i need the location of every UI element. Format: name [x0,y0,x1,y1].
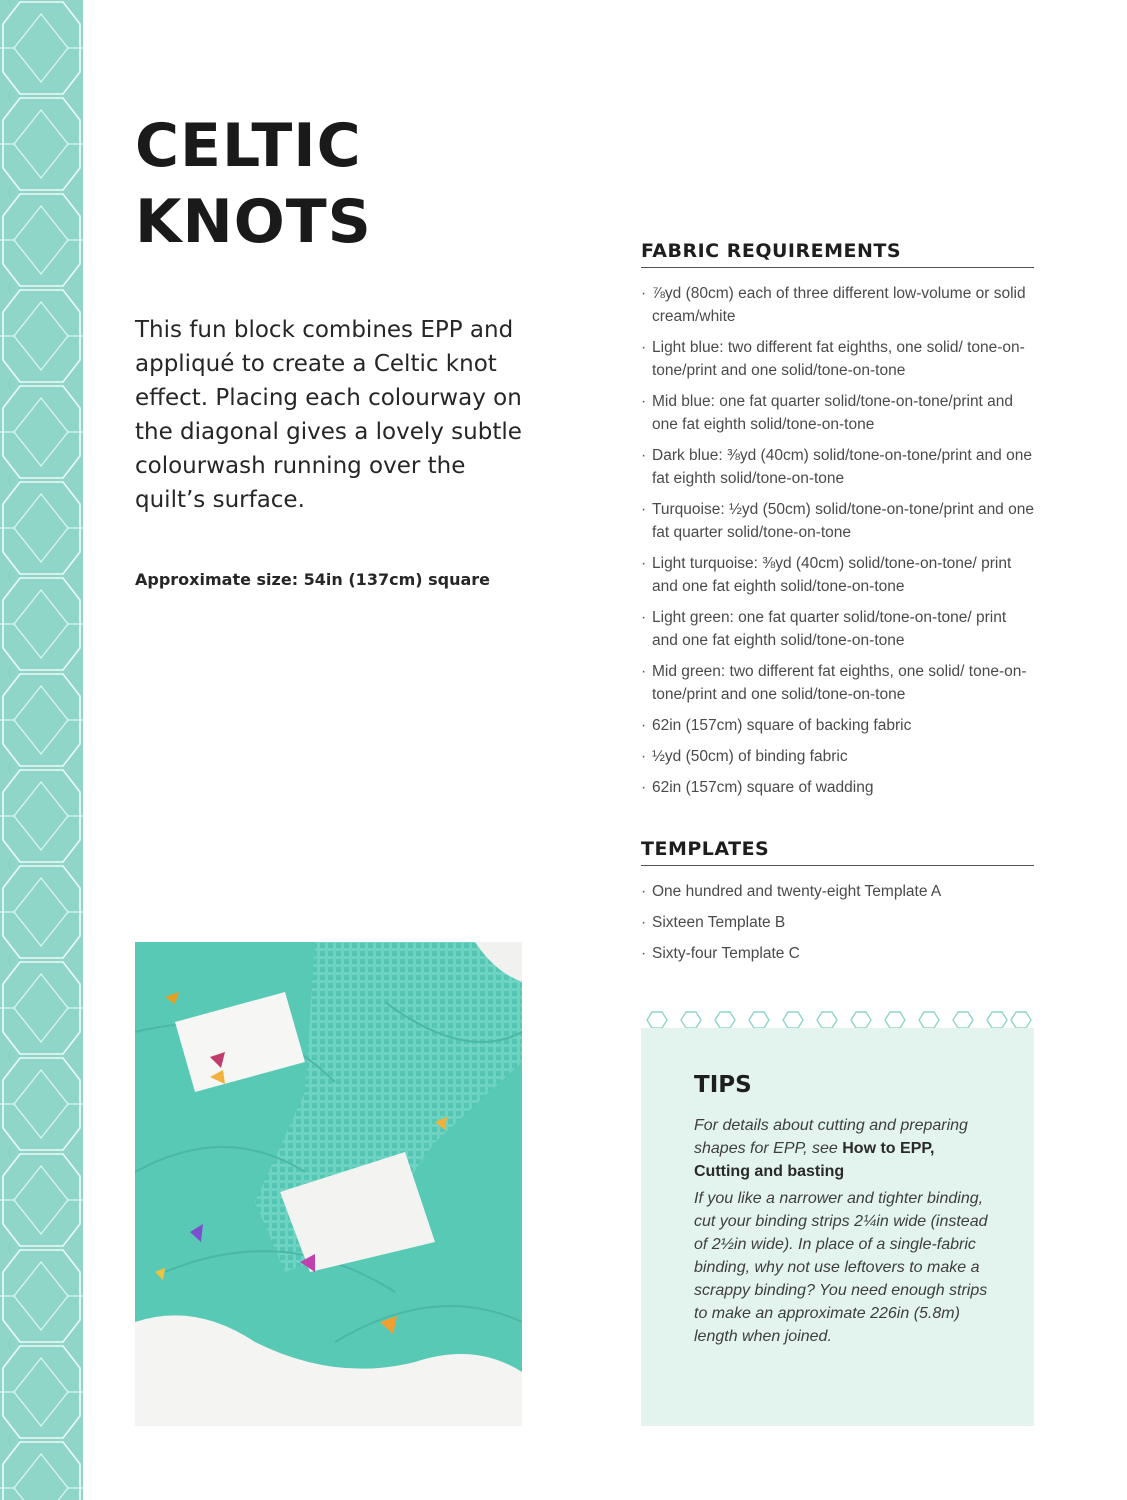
list-item: · ½yd (50cm) of binding fabric [641,745,1034,768]
tips-box [641,1028,1034,1426]
title-line-1: CELTIC [135,111,362,181]
list-item: · One hundred and twenty-eight Template A [641,880,1034,903]
tips-paragraph-1 [694,1114,994,1183]
tips-paragraph-2: If you like a narrower and tighter binding, cut your binding strips 2¼in wide (instead of 2½in wide). In place of a single-fabric binding, why not use leftovers to make a scrappy binding? You need enough strips to make an approximate 226in (5.8m) length when joined. [694,1190,988,1345]
list-item: · Mid blue: one fat quarter solid/tone-on-tone/print and one fat eighth solid/tone-on-tone [641,390,1034,436]
list-item: · Dark blue: ⅜yd (40cm) solid/tone-on-tone/print and one fat eighth solid/tone-on-tone [641,444,1034,490]
list-item: · Sixty-four Template C [641,942,1034,965]
tips-heading: TIPS [694,1072,752,1098]
quilt-image-illustration [135,942,522,1426]
quilt-photo [135,942,522,1426]
list-item: · 62in (157cm) square of wadding [641,776,1034,799]
tips-paragraph-1-text: For details about cutting and preparing shapes for EPP, see [694,1117,968,1157]
list-item: · Light green: one fat quarter solid/tone-on-tone/ print and one fat eighth solid/tone-on-tone [641,606,1034,652]
templates-heading: TEMPLATES [641,838,1034,866]
list-item: · Turquoise: ½yd (50cm) solid/tone-on-tone/print and one fat quarter solid/tone-on-tone [641,498,1034,544]
list-item: · Light blue: two different fat eighths, one solid/ tone-on-tone/print and one solid/tone-on-tone [641,336,1034,382]
intro-paragraph: This fun block combines EPP and appliqué to create a Celtic knot effect. Placing each colourway on the diagonal gives a lovely subtle colourwash running over the quilt’s surface. [135,317,522,513]
list-item: · Sixteen Template B [641,911,1034,934]
list-item: · ⅞yd (80cm) each of three different low-volume or solid cream/white [641,282,1034,328]
list-item: · 62in (157cm) square of backing fabric [641,714,1034,737]
list-item: · Light turquoise: ⅜yd (40cm) solid/tone-on-tone/ print and one fat eighth solid/tone-on-tone [641,552,1034,598]
decorative-side-strip [0,0,83,1500]
list-item: · Mid green: two different fat eighths, one solid/ tone-on-tone/print and one solid/tone-on-tone [641,660,1034,706]
templates-list [641,880,1034,973]
geometric-pattern-icon [0,0,83,1500]
title-line-2: KNOTS [135,187,372,257]
fabric-requirements-list [641,282,1034,807]
tips-reference: How to EPP, Cutting and basting [694,1140,935,1180]
approximate-size: Approximate size: 54in (137cm) square [135,570,491,589]
page-title [135,108,372,260]
fabric-requirements-heading: FABRIC REQUIREMENTS [641,240,1034,268]
